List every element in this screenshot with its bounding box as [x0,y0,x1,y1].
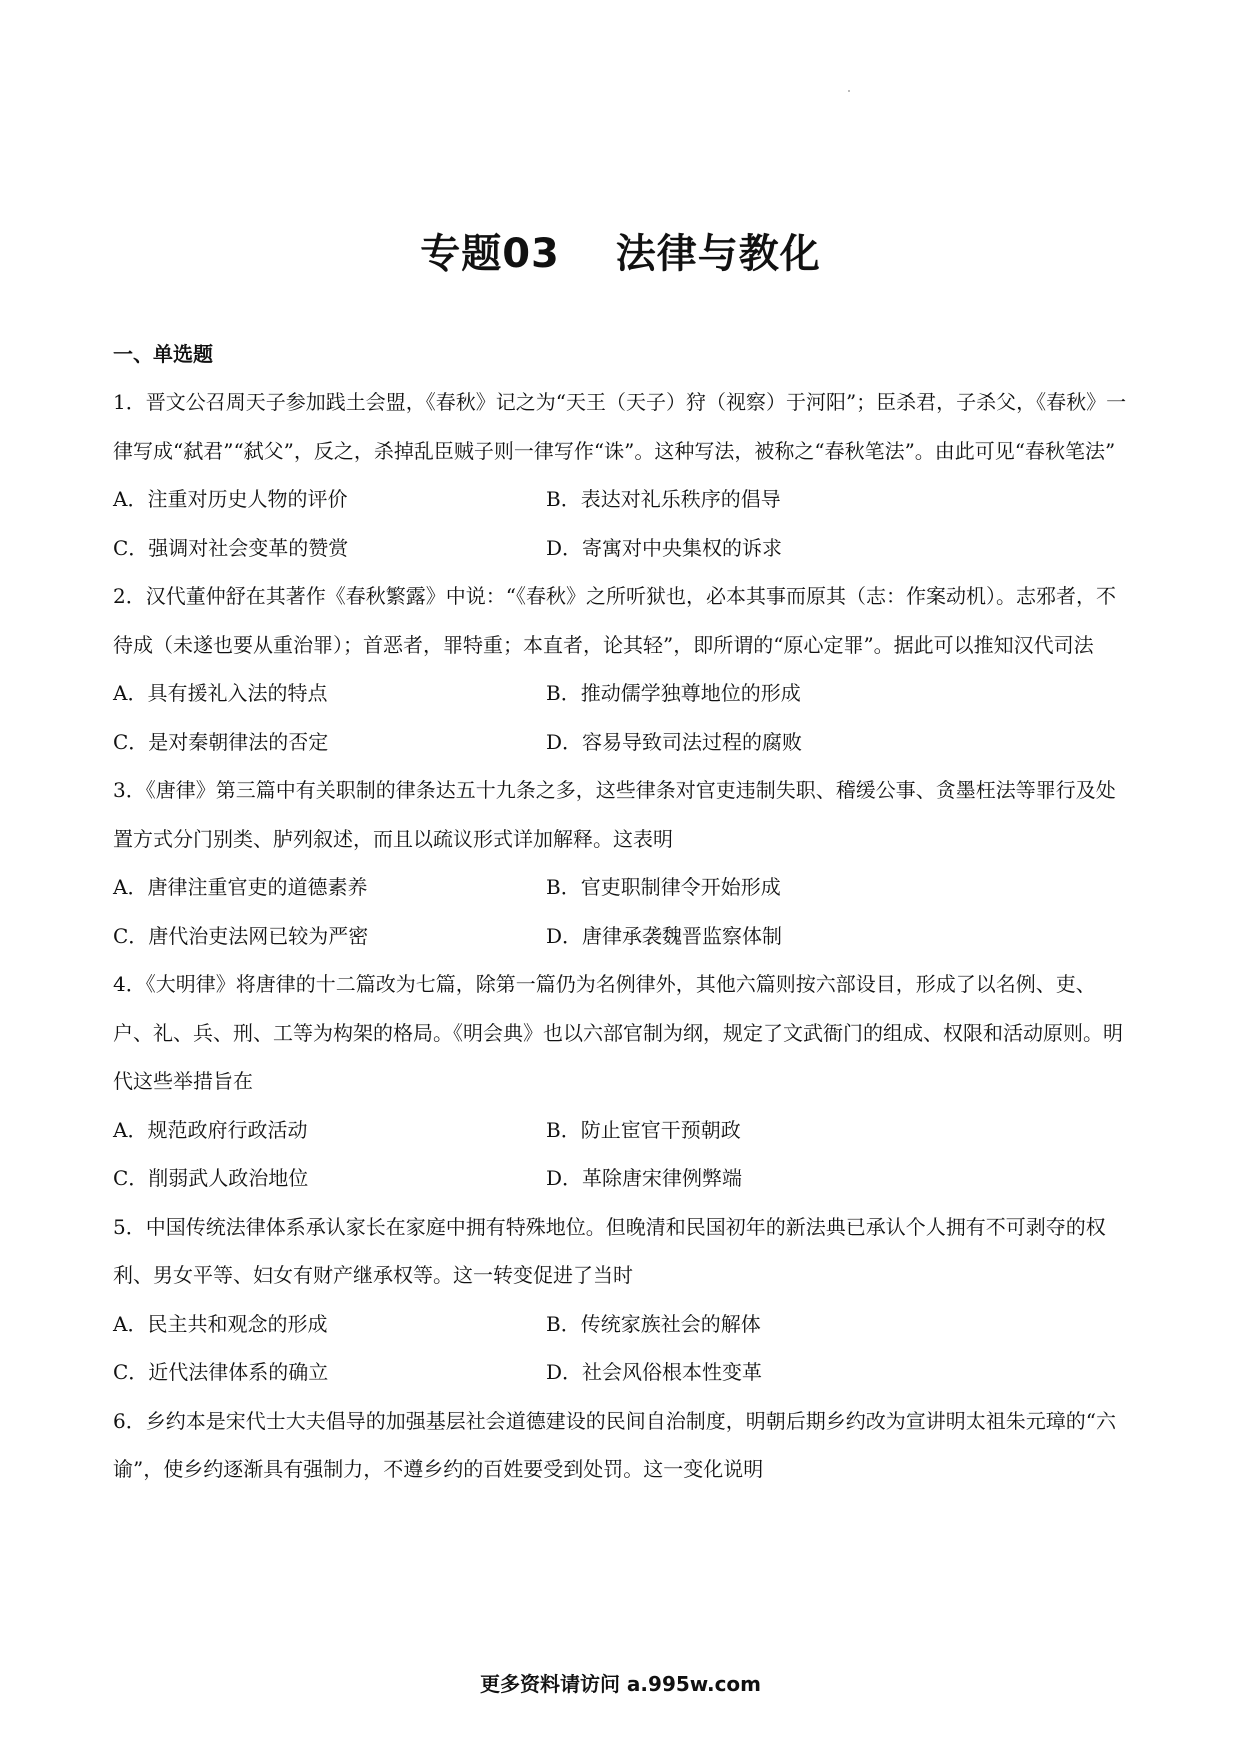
option-a: A．注重对历史人物的评价 [113,487,348,511]
option-b: B．表达对礼乐秩序的倡导 [546,487,781,511]
option-a: A．具有援礼入法的特点 [113,681,328,705]
question-stem: 2．汉代董仲舒在其著作《春秋繁露》中说：“《春秋》之所听狱也，必本其事而原其（志：作案动机）。志邪者，不待成（未遂也要从重治罪）；首恶者，罪特重；本直者，论其轻”，即所谓的“原心定罪”。据此可以推知汉代司法 [113,584,1116,657]
option-b: B．防止宦官干预朝政 [546,1117,741,1142]
option-a: A．唐律注重官吏的道德素养 [113,875,368,899]
option-d: D．唐律承袭魏晋监察体制 [546,923,783,948]
option-c: C．唐代治吏法网已较为严密 [113,923,369,948]
page-title: 专题03 法律与教化 [420,230,821,277]
options-grid [113,1300,1135,1397]
option-d: D．革除唐宋律例弊端 [546,1166,743,1190]
question-stem: 3．《唐律》第三篇中有关职制的律条达五十九条之多，这些律条对官吏违制失职、稽缓公事、贪墨枉法等罪行及处置方式分门别类、胪列叙述，而且以疏议形式详加解释。这表明 [113,778,1116,851]
question-1 [113,378,1135,572]
question-stem: 6．乡约本是宋代士大夫倡导的加强基层社会道德建设的民间自治制度，明朝后期乡约改为宣讲明太祖朱元璋的“六谕”，使乡约逐渐具有强制力，不遵乡约的百姓要受到处罚。这一变化说明 [113,1408,1116,1481]
option-a: A．民主共和观念的形成 [113,1311,328,1336]
question-6 [113,1397,1135,1494]
question-3 [113,766,1135,960]
question-stem: 1．晋文公召周天子参加践土会盟，《春秋》记之为“天王（天子）狩（视察）于河阳”；臣杀君，子杀父，《春秋》一律写成“弑君”“弑父”，反之，杀掉乱臣贼子则一律写作“诛”。这种写法，被称之“春秋笔法”。由此可见“春秋笔法” [113,390,1127,463]
option-d: D．寄寓对中央集权的诉求 [546,535,783,560]
option-c: C．削弱武人政治地位 [113,1166,309,1190]
option-c: C．近代法律体系的确立 [113,1360,329,1384]
options-grid [113,1106,1135,1203]
option-c: C．是对秦朝律法的否定 [113,729,329,754]
option-b: B．推动儒学独尊地位的形成 [546,681,801,705]
footer-link-text: 更多资料请访问 a.995w.com [479,1672,762,1696]
question-stem: 5．中国传统法律体系承认家长在家庭中拥有特殊地位。但晚清和民国初年的新法典已承认个人拥有不可剥夺的权利、男女平等、妇女有财产继承权等。这一转变促进了当时 [113,1214,1106,1287]
scan-dot [848,90,850,92]
option-d: D．社会风俗根本性变革 [546,1360,763,1384]
question-4 [113,960,1135,1203]
option-a: A．规范政府行政活动 [113,1117,308,1142]
option-b: B．传统家族社会的解体 [546,1311,761,1336]
options-grid [113,669,1135,766]
section-heading: 一、单选题 [113,342,213,366]
question-list [113,378,1135,1494]
option-c: C．强调对社会变革的赞赏 [113,535,349,560]
question-stem: 4．《大明律》将唐律的十二篇改为七篇，除第一篇仍为名例律外，其他六篇则按六部设目，形成了以名例、吏、户、礼、兵、刑、工等为构架的格局。《明会典》也以六部官制为纲，规定了文武衙门的组成、权限和活动原则。明代这些举措旨在 [113,972,1123,1093]
option-b: B．官吏职制律令开始形成 [546,875,781,899]
options-grid [113,475,1135,572]
option-d: D．容易导致司法过程的腐败 [546,729,803,754]
options-grid [113,863,1135,960]
question-2 [113,572,1135,766]
question-5 [113,1203,1135,1397]
